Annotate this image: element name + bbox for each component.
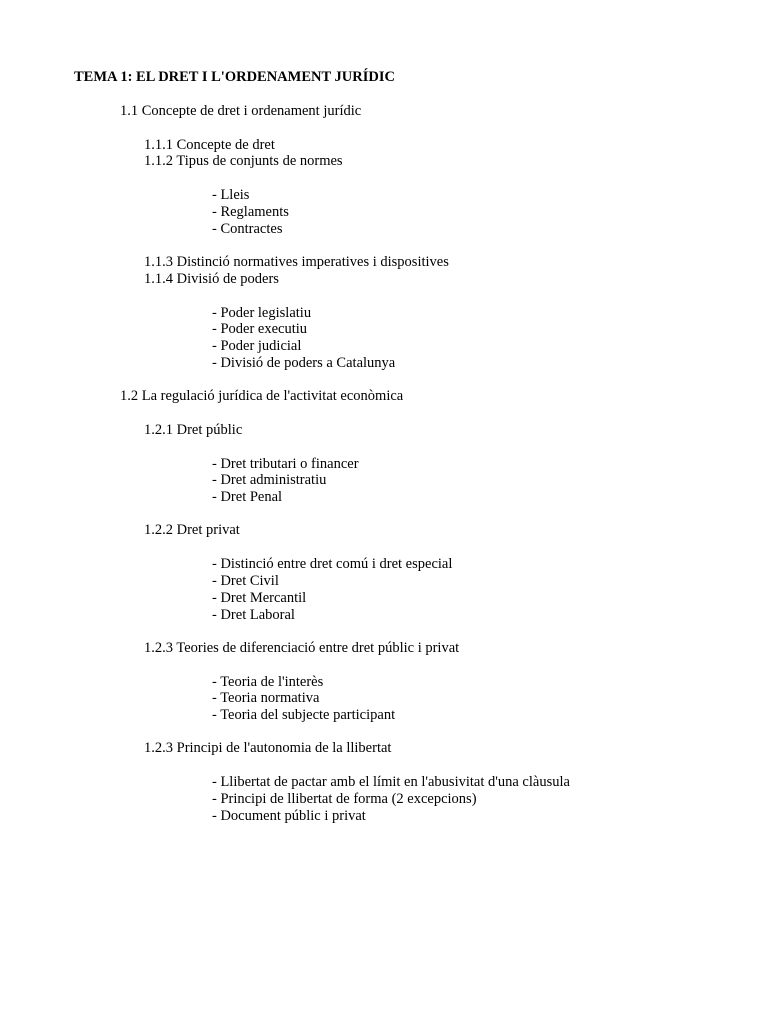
section-heading-1-2: 1.2 La regulació jurídica de l'activitat econòmica [120,388,404,404]
subsection-heading-1-1-1: 1.1.1 Concepte de dret [144,137,275,153]
list-item: - Divisió de poders a Catalunya [212,355,396,371]
list-item: - Principi de llibertat de forma (2 excepcions) [212,791,477,807]
subsection-heading-1-2-3: 1.2.3 Teories de diferenciació entre dret públic i privat [144,640,460,656]
section-heading-1-1: 1.1 Concepte de dret i ordenament jurídic [120,103,362,119]
list-item: - Dret Civil [212,573,279,589]
subsection-heading-1-2-2: 1.2.2 Dret privat [144,522,240,538]
list-item: - Dret Mercantil [212,590,307,606]
subsection-heading-1-1-4: 1.1.4 Divisió de poders [144,271,279,287]
list-item: - Teoria del subjecte participant [212,707,396,723]
list-item: - Poder judicial [212,338,302,354]
list-item: - Dret administratiu [212,472,327,488]
document-title: TEMA 1: EL DRET I L'ORDENAMENT JURÍDIC [74,69,395,85]
list-item: - Dret Laboral [212,607,295,623]
list-item: - Teoria normativa [212,690,320,706]
subsection-heading-1-1-3: 1.1.3 Distinció normatives imperatives i dispositives [144,254,449,270]
subsection-heading-1-1-2: 1.1.2 Tipus de conjunts de normes [144,153,343,169]
list-item: - Document públic i privat [212,808,366,824]
list-item: - Dret tributari o financer [212,456,359,472]
list-item: - Poder executiu [212,321,308,337]
subsection-heading-1-2-1: 1.2.1 Dret públic [144,422,243,438]
list-item: - Lleis [212,187,250,203]
list-item: - Teoria de l'interès [212,674,324,690]
subsection-heading-1-2-3b: 1.2.3 Principi de l'autonomia de la llibertat [144,740,392,756]
list-item: - Contractes [212,221,283,237]
list-item: - Reglaments [212,204,289,220]
list-item: - Poder legislatiu [212,305,312,321]
list-item: - Llibertat de pactar amb el límit en l'abusivitat d'una clàusula [212,774,570,790]
list-item: - Dret Penal [212,489,283,505]
list-item: - Distinció entre dret comú i dret especial [212,556,453,572]
